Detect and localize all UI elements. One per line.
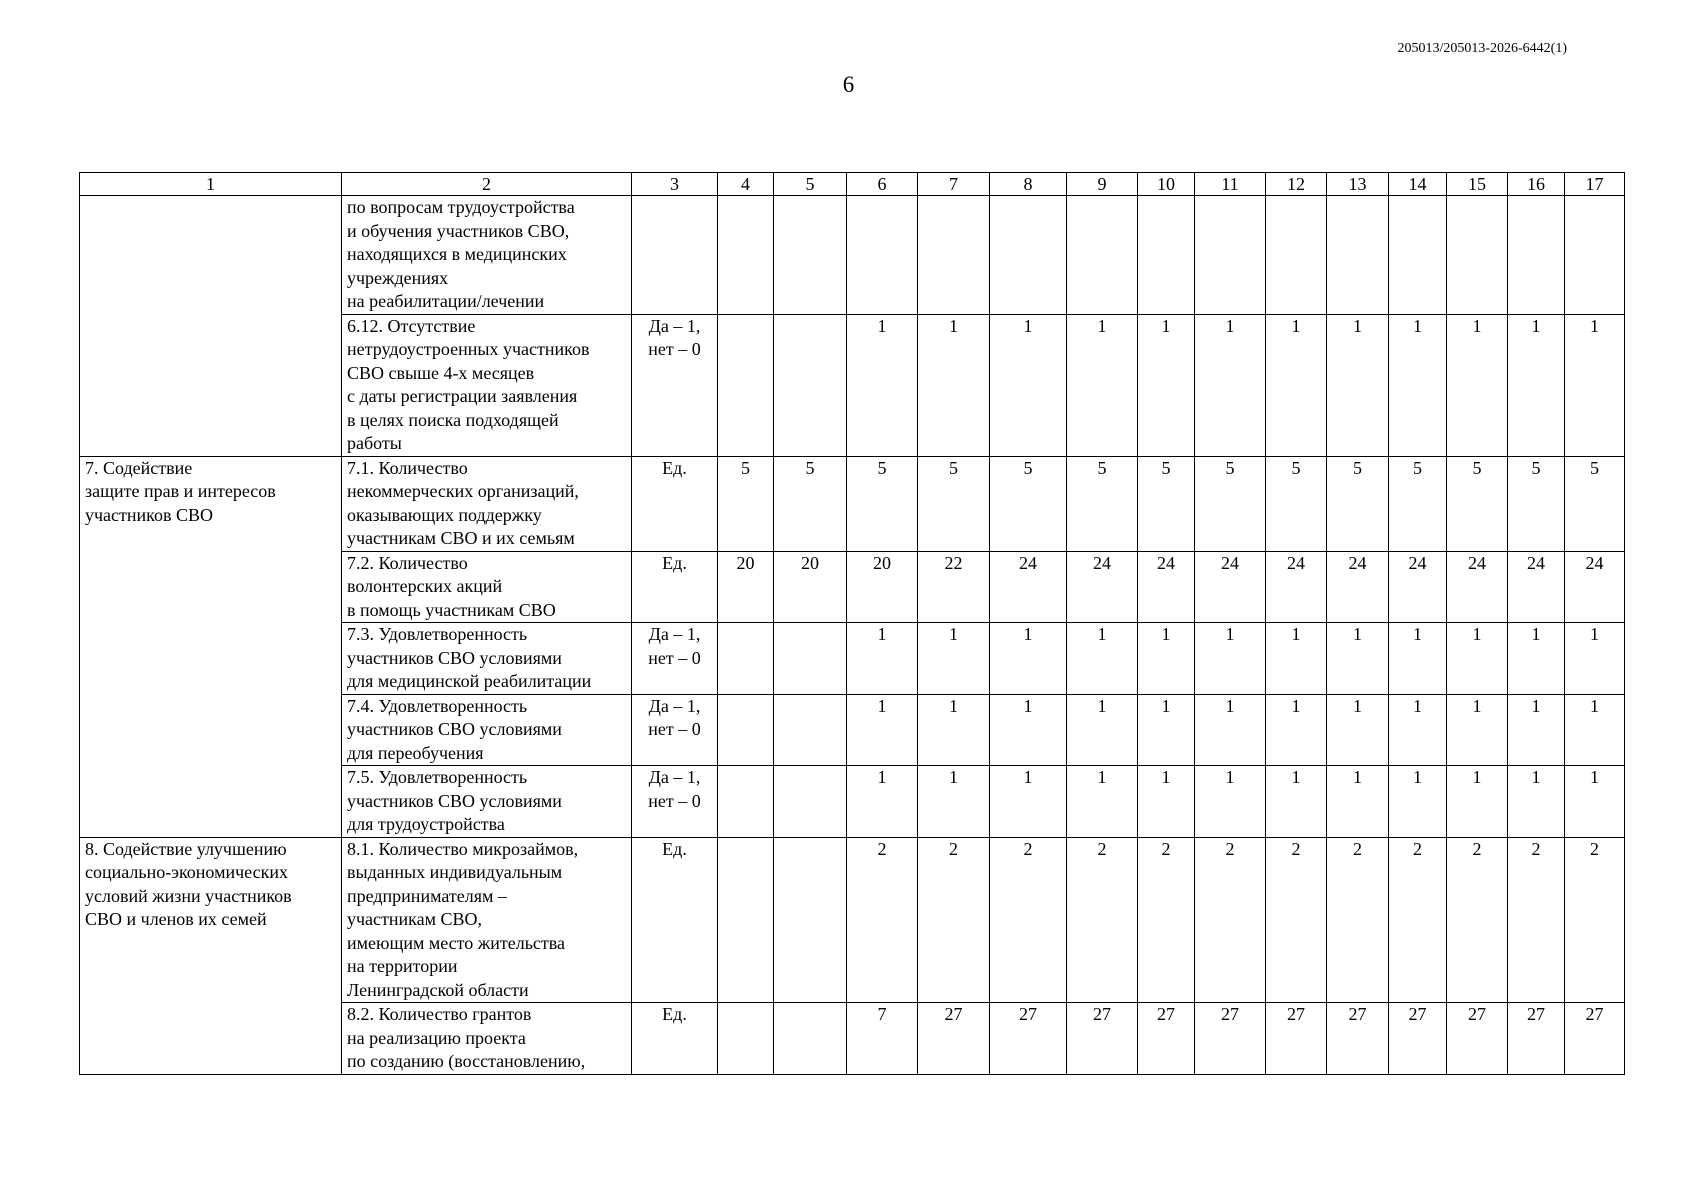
indicator-cell: 6.12. Отсутствие нетрудоустроенных участников СВО свыше 4-х месяцев с даты регистрации заявления в целях поиска подходящей работы	[342, 314, 632, 456]
value-cell: 24	[1508, 551, 1565, 623]
column-header: 1	[80, 173, 342, 196]
unit-cell: Да – 1, нет – 0	[632, 314, 718, 456]
value-cell: 1	[1138, 623, 1195, 695]
indicator-cell: 7.5. Удовлетворенность участников СВО условиями для трудоустройства	[342, 766, 632, 838]
indicator-cell: 7.3. Удовлетворенность участников СВО условиями для медицинской реабилитации	[342, 623, 632, 695]
value-cell	[990, 196, 1067, 315]
value-cell: 1	[918, 694, 990, 766]
value-cell: 2	[990, 837, 1067, 1003]
value-cell: 1	[1327, 314, 1389, 456]
value-cell	[1327, 196, 1389, 315]
column-header: 4	[718, 173, 774, 196]
value-cell: 1	[1447, 623, 1508, 695]
value-cell: 5	[1067, 456, 1138, 551]
value-cell: 24	[1067, 551, 1138, 623]
value-cell	[718, 694, 774, 766]
value-cell: 5	[1447, 456, 1508, 551]
value-cell: 24	[1195, 551, 1266, 623]
value-cell: 24	[990, 551, 1067, 623]
value-cell: 1	[1067, 314, 1138, 456]
value-cell: 1	[1508, 623, 1565, 695]
value-cell: 1	[1565, 314, 1625, 456]
unit-cell: Да – 1, нет – 0	[632, 694, 718, 766]
value-cell: 27	[1067, 1003, 1138, 1075]
value-cell: 5	[1565, 456, 1625, 551]
column-header: 15	[1447, 173, 1508, 196]
value-cell: 1	[847, 766, 918, 838]
indicators-table	[79, 172, 1625, 1075]
column-header: 14	[1389, 173, 1447, 196]
value-cell: 1	[918, 766, 990, 838]
value-cell: 27	[1266, 1003, 1327, 1075]
value-cell: 2	[1067, 837, 1138, 1003]
value-cell: 20	[774, 551, 847, 623]
value-cell: 1	[1195, 623, 1266, 695]
value-cell: 1	[847, 694, 918, 766]
value-cell: 2	[1138, 837, 1195, 1003]
goal-cell: 8. Содействие улучшению социально-экономических условий жизни участников СВО и членов их семей	[80, 837, 342, 1074]
value-cell: 5	[1389, 456, 1447, 551]
value-cell: 1	[990, 314, 1067, 456]
value-cell: 1	[1327, 694, 1389, 766]
value-cell: 1	[1266, 694, 1327, 766]
value-cell: 27	[918, 1003, 990, 1075]
value-cell: 5	[1508, 456, 1565, 551]
column-header: 6	[847, 173, 918, 196]
value-cell: 5	[990, 456, 1067, 551]
value-cell: 1	[918, 623, 990, 695]
goal-cell	[80, 196, 342, 457]
value-cell: 2	[847, 837, 918, 1003]
value-cell: 1	[1565, 623, 1625, 695]
value-cell: 1	[1195, 314, 1266, 456]
value-cell: 1	[1447, 314, 1508, 456]
value-cell: 1	[1266, 623, 1327, 695]
value-cell: 1	[1508, 314, 1565, 456]
value-cell: 1	[990, 623, 1067, 695]
value-cell: 1	[1447, 694, 1508, 766]
value-cell: 24	[1389, 551, 1447, 623]
table-row	[80, 196, 1625, 315]
value-cell	[718, 623, 774, 695]
column-header: 11	[1195, 173, 1266, 196]
unit-cell: Да – 1, нет – 0	[632, 766, 718, 838]
value-cell: 2	[918, 837, 990, 1003]
value-cell: 24	[1447, 551, 1508, 623]
unit-cell: Ед.	[632, 551, 718, 623]
value-cell	[774, 837, 847, 1003]
value-cell: 24	[1327, 551, 1389, 623]
value-cell: 1	[1138, 766, 1195, 838]
value-cell: 5	[1266, 456, 1327, 551]
value-cell: 2	[1447, 837, 1508, 1003]
value-cell	[1138, 196, 1195, 315]
value-cell	[1565, 196, 1625, 315]
indicator-cell: 7.4. Удовлетворенность участников СВО условиями для переобучения	[342, 694, 632, 766]
value-cell	[774, 694, 847, 766]
column-number-row	[80, 173, 1625, 196]
value-cell: 1	[1389, 694, 1447, 766]
value-cell: 1	[1067, 694, 1138, 766]
value-cell: 1	[990, 694, 1067, 766]
page-number: 6	[842, 72, 855, 97]
table-row	[80, 456, 1625, 551]
value-cell: 1	[1067, 623, 1138, 695]
value-cell: 1	[1565, 694, 1625, 766]
value-cell: 1	[1508, 766, 1565, 838]
value-cell: 5	[1138, 456, 1195, 551]
value-cell: 1	[990, 766, 1067, 838]
value-cell	[718, 196, 774, 315]
value-cell: 1	[1138, 694, 1195, 766]
value-cell: 20	[847, 551, 918, 623]
value-cell: 1	[918, 314, 990, 456]
value-cell: 1	[1327, 623, 1389, 695]
value-cell	[774, 314, 847, 456]
column-header: 16	[1508, 173, 1565, 196]
value-cell: 1	[1266, 766, 1327, 838]
value-cell: 27	[1389, 1003, 1447, 1075]
goal-cell: 7. Содействие защите прав и интересов участников СВО	[80, 456, 342, 837]
column-header: 10	[1138, 173, 1195, 196]
value-cell	[718, 766, 774, 838]
unit-cell: Ед.	[632, 456, 718, 551]
value-cell: 2	[1508, 837, 1565, 1003]
value-cell	[718, 1003, 774, 1075]
value-cell: 22	[918, 551, 990, 623]
value-cell	[918, 196, 990, 315]
value-cell: 20	[718, 551, 774, 623]
value-cell	[774, 766, 847, 838]
indicator-cell: 7.2. Количество волонтерских акций в помощь участникам СВО	[342, 551, 632, 623]
value-cell	[847, 196, 918, 315]
indicator-cell: 8.1. Количество микрозаймов, выданных индивидуальным предпринимателям – участникам СВО, имеющим место жительства на территории Ленинградской области	[342, 837, 632, 1003]
value-cell	[718, 837, 774, 1003]
value-cell: 27	[990, 1003, 1067, 1075]
indicator-cell: по вопросам трудоустройства и обучения участников СВО, находящихся в медицинских учреждениях на реабилитации/лечении	[342, 196, 632, 315]
unit-cell: Ед.	[632, 1003, 718, 1075]
value-cell: 5	[1327, 456, 1389, 551]
column-header: 2	[342, 173, 632, 196]
value-cell	[1266, 196, 1327, 315]
column-header: 13	[1327, 173, 1389, 196]
value-cell: 1	[847, 623, 918, 695]
column-header: 12	[1266, 173, 1327, 196]
value-cell	[774, 623, 847, 695]
value-cell: 27	[1138, 1003, 1195, 1075]
indicator-cell: 7.1. Количество некоммерческих организаций, оказывающих поддержку участникам СВО и их семьям	[342, 456, 632, 551]
value-cell: 2	[1565, 837, 1625, 1003]
unit-cell: Ед.	[632, 837, 718, 1003]
value-cell	[774, 196, 847, 315]
value-cell: 1	[1266, 314, 1327, 456]
value-cell: 1	[1565, 766, 1625, 838]
unit-cell: Да – 1, нет – 0	[632, 623, 718, 695]
column-header: 3	[632, 173, 718, 196]
value-cell: 27	[1327, 1003, 1389, 1075]
column-header: 17	[1565, 173, 1625, 196]
value-cell: 27	[1447, 1003, 1508, 1075]
table-row	[80, 837, 1625, 1003]
value-cell: 27	[1195, 1003, 1266, 1075]
value-cell: 1	[1447, 766, 1508, 838]
value-cell: 1	[1508, 694, 1565, 766]
value-cell: 24	[1138, 551, 1195, 623]
value-cell	[1447, 196, 1508, 315]
value-cell	[1195, 196, 1266, 315]
document-id: 205013/205013-2026-6442(1)	[1397, 41, 1567, 56]
unit-cell	[632, 196, 718, 315]
value-cell	[718, 314, 774, 456]
value-cell: 1	[1195, 694, 1266, 766]
value-cell: 5	[847, 456, 918, 551]
value-cell: 5	[918, 456, 990, 551]
value-cell: 5	[1195, 456, 1266, 551]
indicator-cell: 8.2. Количество грантов на реализацию проекта по созданию (восстановлению,	[342, 1003, 632, 1075]
value-cell: 1	[1327, 766, 1389, 838]
value-cell: 7	[847, 1003, 918, 1075]
column-header: 7	[918, 173, 990, 196]
value-cell: 1	[1195, 766, 1266, 838]
value-cell	[1067, 196, 1138, 315]
value-cell: 2	[1266, 837, 1327, 1003]
value-cell: 2	[1389, 837, 1447, 1003]
value-cell: 2	[1195, 837, 1266, 1003]
value-cell: 2	[1327, 837, 1389, 1003]
value-cell: 24	[1565, 551, 1625, 623]
value-cell: 1	[847, 314, 918, 456]
value-cell: 27	[1508, 1003, 1565, 1075]
value-cell: 5	[718, 456, 774, 551]
value-cell: 1	[1138, 314, 1195, 456]
value-cell: 1	[1389, 623, 1447, 695]
value-cell	[1389, 196, 1447, 315]
value-cell	[1508, 196, 1565, 315]
column-header: 9	[1067, 173, 1138, 196]
value-cell: 1	[1389, 314, 1447, 456]
value-cell: 27	[1565, 1003, 1625, 1075]
value-cell: 1	[1067, 766, 1138, 838]
value-cell	[774, 1003, 847, 1075]
value-cell: 1	[1389, 766, 1447, 838]
value-cell: 24	[1266, 551, 1327, 623]
column-header: 5	[774, 173, 847, 196]
value-cell: 5	[774, 456, 847, 551]
column-header: 8	[990, 173, 1067, 196]
